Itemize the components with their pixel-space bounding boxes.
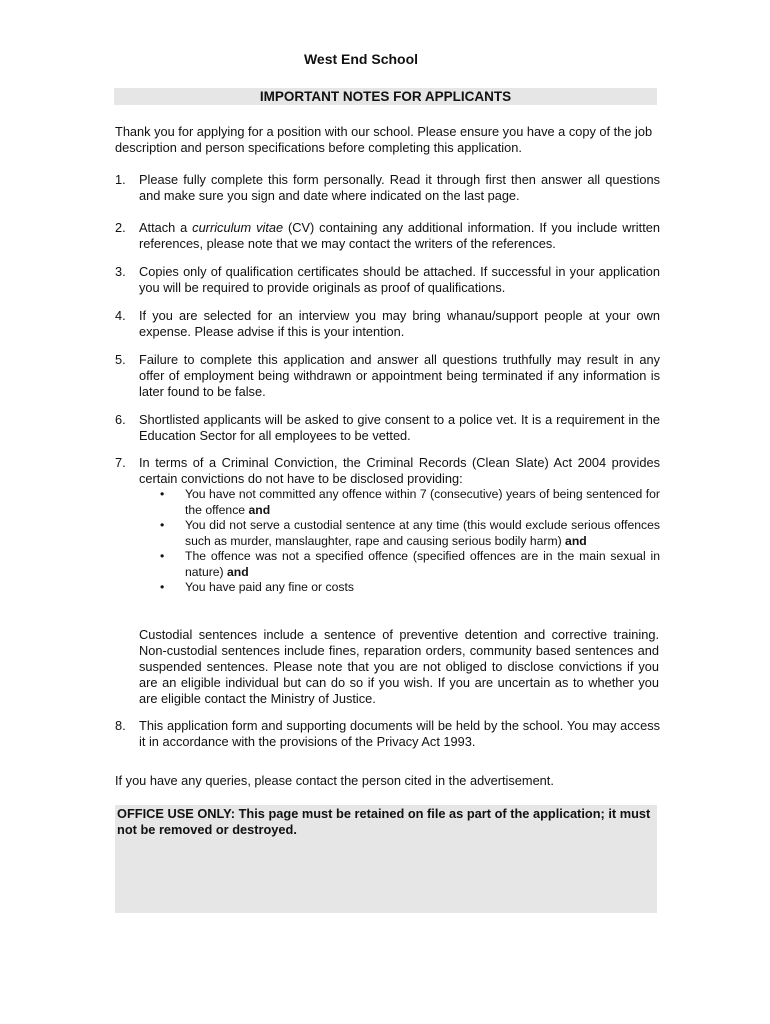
bullet-conjunction: and — [227, 564, 249, 579]
list-item — [160, 580, 660, 596]
note-item-7 — [115, 455, 660, 487]
note-number: 8. — [115, 718, 126, 733]
bullet-icon: • — [160, 580, 165, 594]
note-number: 4. — [115, 308, 126, 323]
note-item-5 — [115, 352, 660, 400]
bullet-text: The offence was not a specified offence (specified offences are in the main sexual in nature) — [185, 549, 660, 579]
note-text: Shortlisted applicants will be asked to give consent to a police vet. It is a requirement in the Education Sector for all employees to be vetted. — [139, 412, 660, 443]
conviction-conditions-list — [160, 487, 660, 596]
curriculum-vitae-emphasis: curriculum vitae — [192, 220, 284, 235]
note-text-after: (CV) containing any additional information. If you include written references, please note that we may contact the writers of the references. — [139, 220, 660, 251]
custodial-sentences-note: Custodial sentences include a sentence of preventive detention and corrective training. Non-custodial sentences include fines, reparation orders, community based sentences and suspended sentences. Please note that you are not obliged to disclose convictions if you are an eligible individual but can do so if you wish. If you are uncertain as to whether you are eligible contact the Ministry of Justice. — [139, 627, 659, 706]
note-text-before: Attach a — [139, 220, 193, 235]
notes-title: IMPORTANT NOTES FOR APPLICANTS — [114, 88, 657, 105]
note-number: 3. — [115, 264, 126, 279]
bullet-conjunction: and — [565, 533, 587, 548]
note-number: 5. — [115, 352, 126, 367]
bullet-conjunction: and — [248, 502, 271, 517]
note-item-3 — [115, 264, 660, 296]
note-item-4 — [115, 308, 660, 340]
list-item — [160, 487, 660, 518]
note-text — [139, 220, 660, 252]
note-number: 6. — [115, 412, 126, 427]
note-number: 2. — [115, 220, 126, 235]
note-item-2 — [115, 220, 660, 252]
note-item-8 — [115, 718, 660, 750]
bullet-icon: • — [160, 487, 165, 501]
note-text: In terms of a Criminal Conviction, the Criminal Records (Clean Slate) Act 2004 provides certain convictions do not have to be disclosed providing: — [139, 455, 660, 486]
note-item-6 — [115, 412, 660, 444]
note-text: Failure to complete this application and answer all questions truthfully may result in any offer of employment being withdrawn or appointment being terminated if any information is later found to be false. — [139, 352, 660, 399]
bullet-text: You did not serve a custodial sentence at any time (this would exclude serious offences such as murder, manslaughter, rape and causing serious bodily harm) — [185, 518, 660, 548]
bullet-icon: • — [160, 518, 165, 532]
queries-paragraph: If you have any queries, please contact the person cited in the advertisement. — [115, 773, 554, 788]
intro-paragraph: Thank you for applying for a position with our school. Please ensure you have a copy of the job description and person specifications before completing this application. — [115, 124, 653, 155]
note-number: 7. — [115, 455, 126, 470]
bullet-text: You have not committed any offence within 7 (consecutive) years of being sentenced for the offence — [185, 487, 660, 517]
bullet-icon: • — [160, 549, 165, 563]
office-use-box — [115, 805, 657, 913]
note-text: If you are selected for an interview you may bring whanau/support people at your own expense. Please advise if this is your intention. — [139, 308, 660, 339]
note-text: Please fully complete this form personally. Read it through first then answer all questions and make sure you sign and date where indicated on the last page. — [139, 172, 660, 203]
list-item — [160, 518, 660, 549]
note-number: 1. — [115, 172, 126, 187]
school-name: West End School — [303, 51, 419, 67]
list-item — [160, 549, 660, 580]
note-item-1 — [115, 172, 660, 204]
bullet-text: You have paid any fine or costs — [185, 580, 354, 594]
note-text: This application form and supporting documents will be held by the school. You may access it in accordance with the provisions of the Privacy Act 1993. — [139, 718, 660, 749]
note-text: Copies only of qualification certificates should be attached. If successful in your application you will be required to provide originals as proof of qualifications. — [139, 264, 660, 295]
office-use-text: OFFICE USE ONLY: This page must be retained on file as part of the application; it must not be removed or destroyed. — [117, 806, 651, 837]
